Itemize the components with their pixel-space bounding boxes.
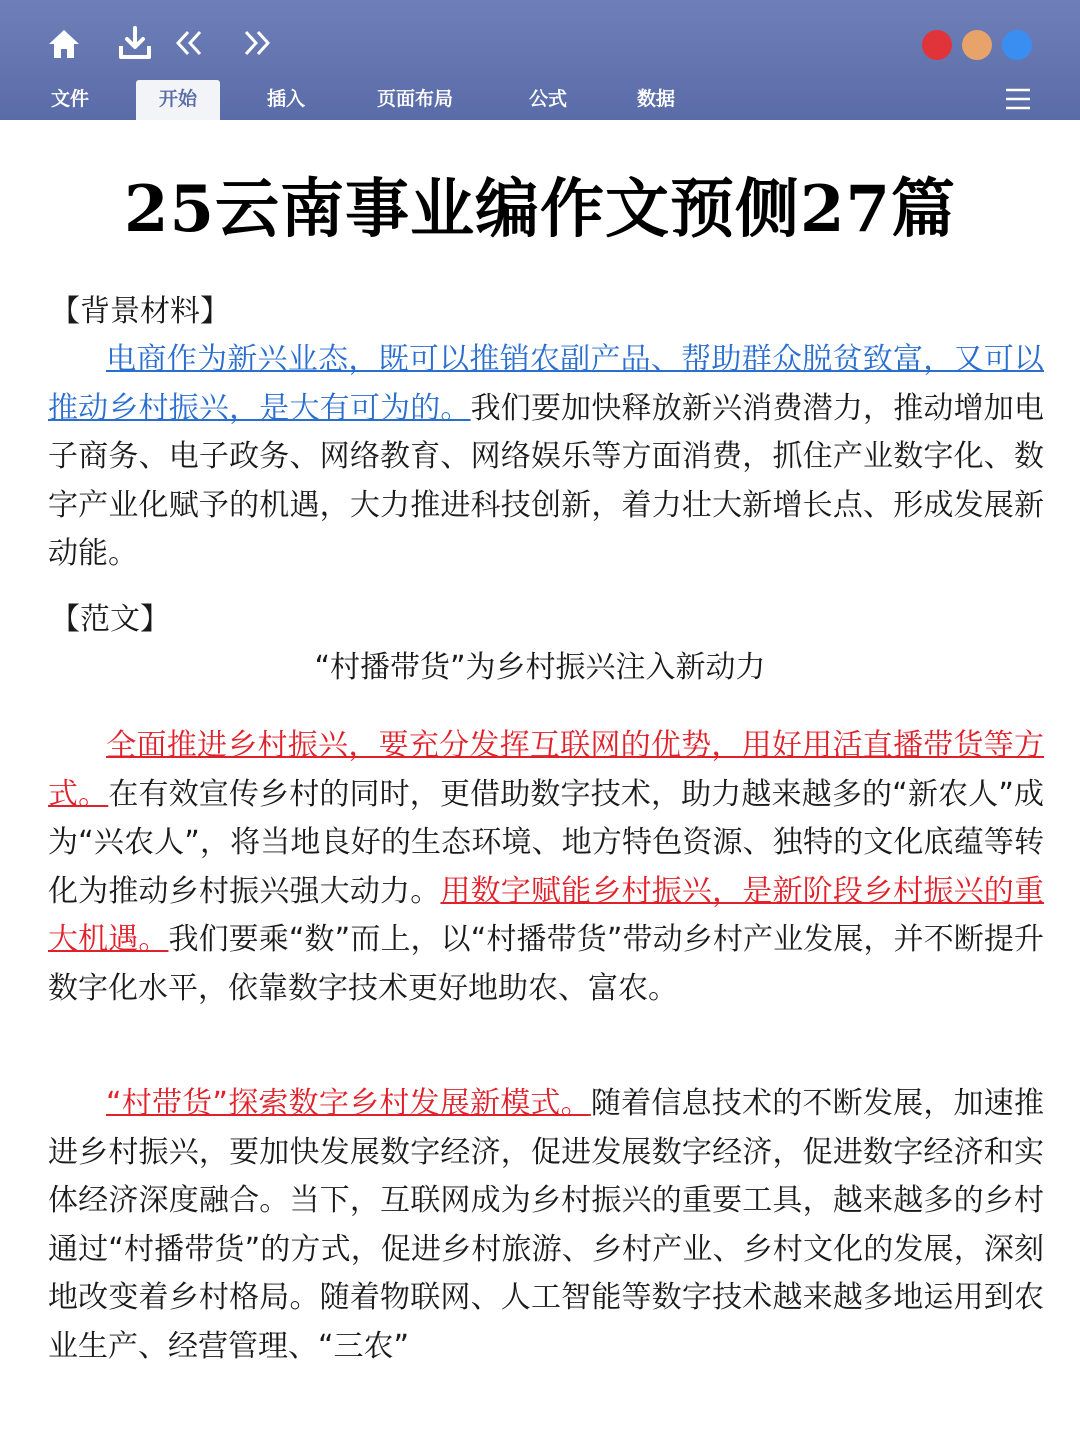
background-text: 我们要加快释放新兴消费潜力，推动增加电子商务、电子政务、网络教育、网络娱乐等方面消费，抓住产业数字化、数字产业化赋予的机遇，大力推进科技创新，着力壮大新增长点、形成发展新动能。 xyxy=(48,390,1044,571)
tab-home[interactable]: 开始 xyxy=(136,80,220,120)
page-title: 25云南事业编作文预侧27篇 xyxy=(123,172,957,247)
tab-formula[interactable]: 公式 xyxy=(528,88,567,110)
window-dot-yellow[interactable] xyxy=(962,30,992,60)
ribbon-tabs xyxy=(0,80,1080,120)
menu-icon[interactable] xyxy=(1004,86,1032,112)
forward-icon[interactable] xyxy=(240,26,274,60)
p1-highlight-2: 用数字赋能乡村振兴，是新阶段乡村振兴的重大机遇。 xyxy=(48,873,1044,957)
tab-data[interactable]: 数据 xyxy=(636,88,675,110)
window-dot-red[interactable] xyxy=(922,30,952,60)
download-icon[interactable] xyxy=(116,24,154,62)
back-icon[interactable] xyxy=(172,26,206,60)
p1-text-1: 在有效宣传乡村的同时，更借助数字技术，助力越来越多的“新农人”成为“兴农人”，将当地良好的生态环境、地方特色资源、独特的文化底蕴等转化为推动乡村振兴强大动力。 xyxy=(48,776,1045,909)
essay-paragraph-1 xyxy=(48,722,1044,1013)
tab-insert[interactable]: 插入 xyxy=(266,88,305,110)
window-dot-blue[interactable] xyxy=(1002,30,1032,60)
background-highlight: 电商作为新兴业态，既可以推销农副产品、帮助群众脱贫致富，又可以推动乡村振兴，是大有可为的。 xyxy=(48,342,1044,426)
essay-title: “村播带货”为乡村振兴注入新动力 xyxy=(314,650,766,685)
background-paragraph xyxy=(48,336,1044,579)
tab-page-layout[interactable]: 页面布局 xyxy=(376,88,453,110)
essay-paragraph-2 xyxy=(48,1080,1044,1371)
p2-highlight: “村带货”探索数字乡村发展新模式。 xyxy=(106,1086,591,1121)
p1-highlight-1: 全面推进乡村振兴，要充分发挥互联网的优势，用好用活直播带货等方式。 xyxy=(48,728,1044,812)
home-icon[interactable] xyxy=(46,26,82,62)
tab-file[interactable]: 文件 xyxy=(50,88,89,110)
p1-text-2: 我们要乘“数”而上，以“村播带货”带动乡村产业发展，并不断提升数字化水平，依靠数字技术更好地助农、富农。 xyxy=(48,922,1044,1006)
app-toolbar xyxy=(0,0,1080,120)
p2-text: 随着信息技术的不断发展，加速推进乡村振兴，要加快发展数字经济，促进发展数字经济，促进数字经济和实体经济深度融合。当下，互联网成为乡村振兴的重要工具，越来越多的乡村通过“村播带货”的方式，促进乡村旅游、乡村产业、乡村文化的发展，深刻地改变着乡村格局。随着物联网、人工智能等数字技术越来越多地运用到农业生产、经营管理、“三农” xyxy=(48,1086,1044,1364)
background-label: 【背景材料】 xyxy=(50,294,230,329)
essay-label: 【范文】 xyxy=(50,602,170,637)
